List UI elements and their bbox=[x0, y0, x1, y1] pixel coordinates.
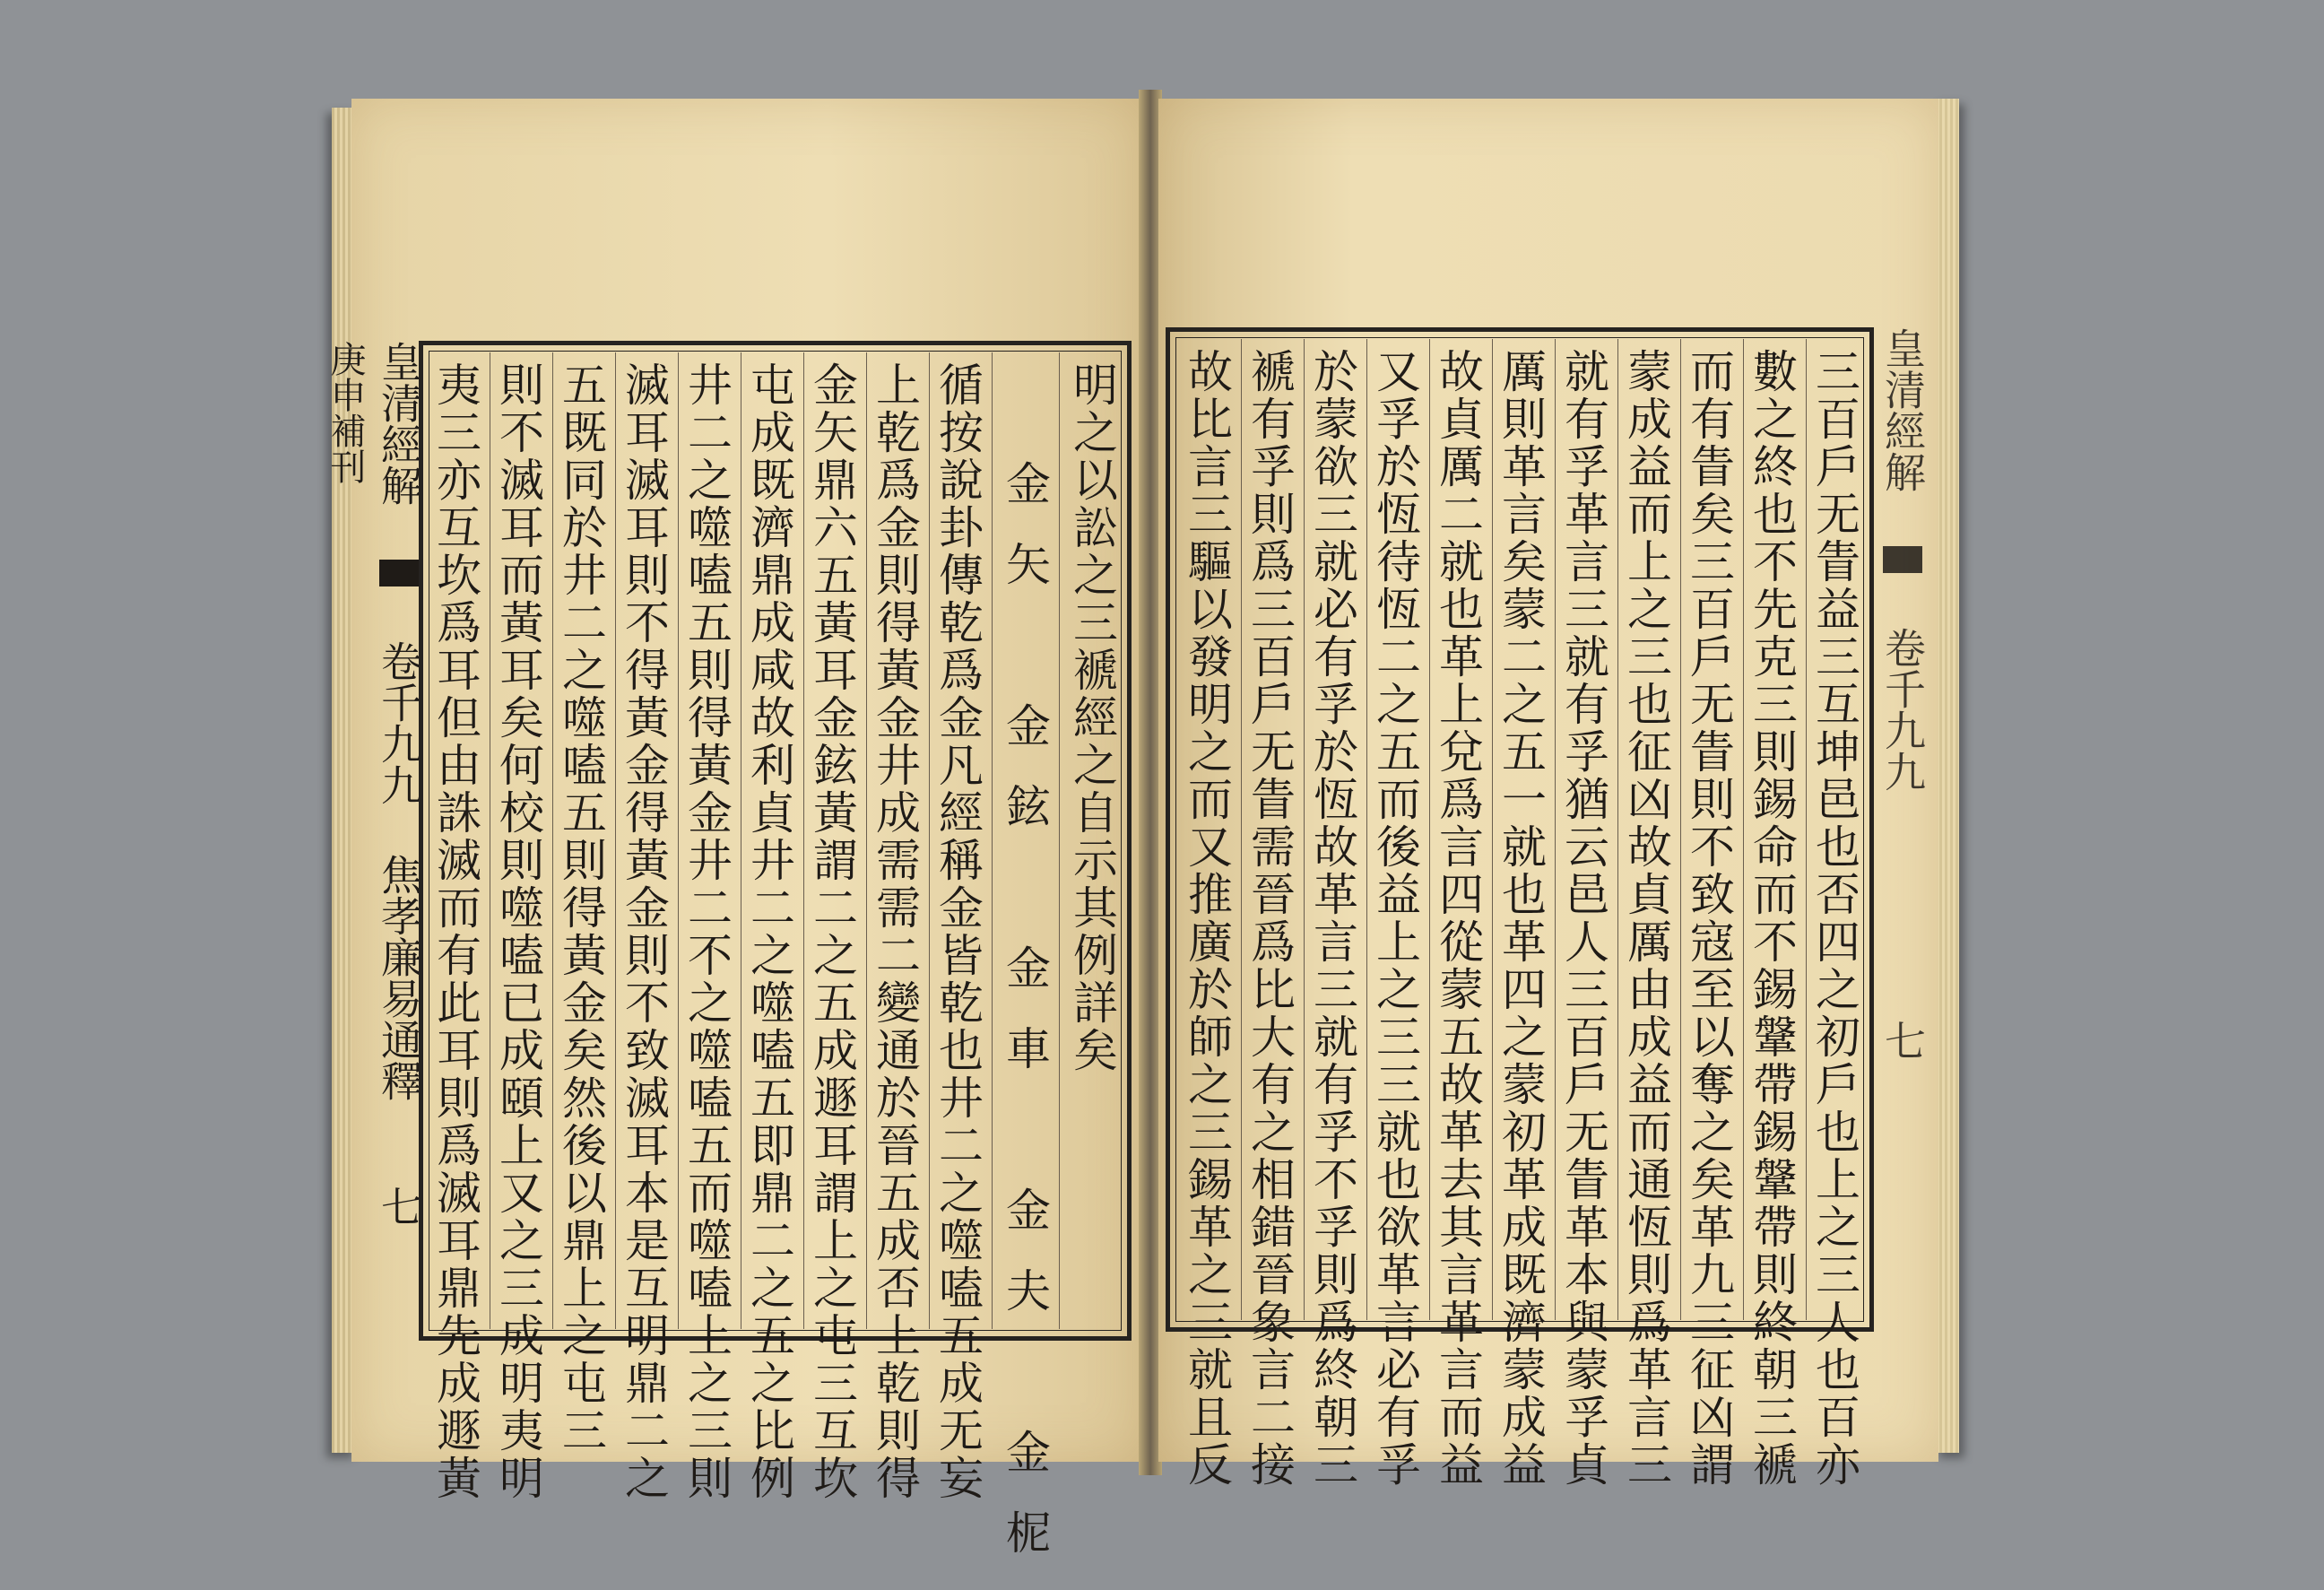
text-column: 數之終也不先克三則錫命而不錫鞶帶錫鞶帶則終朝三褫 bbox=[1746, 348, 1798, 1489]
text-column: 井二之噬嗑五則得黃金井二不之噬嗑五而噬嗑上之三則 bbox=[681, 361, 733, 1502]
text-column: 厲則革言矣蒙二之五一就也革四之蒙初革成既濟蒙成益 bbox=[1495, 348, 1547, 1489]
text-column: 五既同於井二之噬嗑五則得黃金矣然後以鼎上之屯三 bbox=[555, 361, 607, 1455]
text-column: 就有孚革言三就有孚猶云邑人三百戶无眚革本與蒙孚貞 bbox=[1557, 348, 1609, 1489]
text-column: 金矢 金鉉 金車 金夫 金柅 bbox=[999, 460, 1051, 1590]
text-frame-left bbox=[419, 341, 1132, 1590]
chapter-label: 卷千九九 bbox=[1878, 627, 1927, 792]
text-column: 則不滅耳而黃耳矣何校則噬嗑已成頤上又之三成明夷明 bbox=[492, 361, 544, 1502]
text-column: 明之以訟之三褫經之自示其例詳矣 bbox=[1066, 361, 1118, 1074]
open-book bbox=[325, 90, 1959, 1590]
text-column: 於蒙欲三就必有孚於恆故革言三就有孚不孚則爲終朝三 bbox=[1306, 348, 1358, 1489]
fish-tail-mark bbox=[379, 560, 419, 586]
text-column: 夷三亦互坎爲耳但由誅滅而有此耳則爲滅耳鼎先成遯黃 bbox=[429, 361, 481, 1502]
text-column: 又孚於恆待恆二之五而後益上之三三就也欲革言必有孚 bbox=[1369, 348, 1421, 1489]
collection-title: 皇清經解 bbox=[375, 341, 423, 506]
chapter-label: 卷千九九 bbox=[375, 640, 423, 805]
collection-title: 皇清經解 bbox=[1878, 327, 1927, 492]
text-column: 故貞厲二就也革上兌爲言四從蒙五故革去其言革言而益 bbox=[1432, 348, 1484, 1489]
text-column: 三百戶无眚益三互坤邑也否四之初戶也上之三人也百亦 bbox=[1808, 348, 1860, 1489]
leaf-number: 七 bbox=[375, 1186, 423, 1227]
text-column: 蒙成益而上之三也征凶故貞厲由成益而通恆則爲革言三 bbox=[1620, 348, 1672, 1489]
right-page-margin bbox=[1876, 327, 1929, 1323]
right-page bbox=[1158, 99, 1938, 1489]
text-column: 金矢鼎六五黃耳金鉉黃謂二之五成遯耳謂上之屯三互坎 bbox=[806, 361, 858, 1502]
text-column: 屯成既濟鼎成咸故利貞井二之噬嗑五即鼎二之五之比例 bbox=[743, 361, 795, 1502]
text-column: 故比言三驅以發明之而又推廣於師之三錫革之三就且反 bbox=[1181, 348, 1233, 1489]
leaf-number: 七 bbox=[1878, 1020, 1927, 1061]
edition-note: 庚申補刊 bbox=[325, 341, 366, 484]
text-column: 而有眚矣三百戶无眚則不致寇至以奪之矣革九三征凶謂 bbox=[1683, 348, 1735, 1489]
fish-tail-mark bbox=[1883, 546, 1922, 573]
text-column: 滅耳滅耳則不得黃金得黃金則不致滅耳本是互明鼎二之 bbox=[618, 361, 670, 1502]
text-column: 上乾爲金則得黃金井成需需二變通於晉五成否上乾則得 bbox=[869, 361, 921, 1502]
text-column: 褫有孚則爲三百戶无眚需晉爲比大有之相錯晉象言二接 bbox=[1244, 348, 1296, 1489]
text-column: 循按說卦傳乾爲金凡經稱金皆乾也井二之噬嗑五成无妄 bbox=[932, 361, 984, 1502]
work-title: 焦孝廉易通釋 bbox=[375, 854, 423, 1101]
left-page bbox=[325, 99, 1145, 1590]
text-frame-right bbox=[1166, 327, 1874, 1489]
left-page-margin bbox=[325, 341, 426, 1332]
